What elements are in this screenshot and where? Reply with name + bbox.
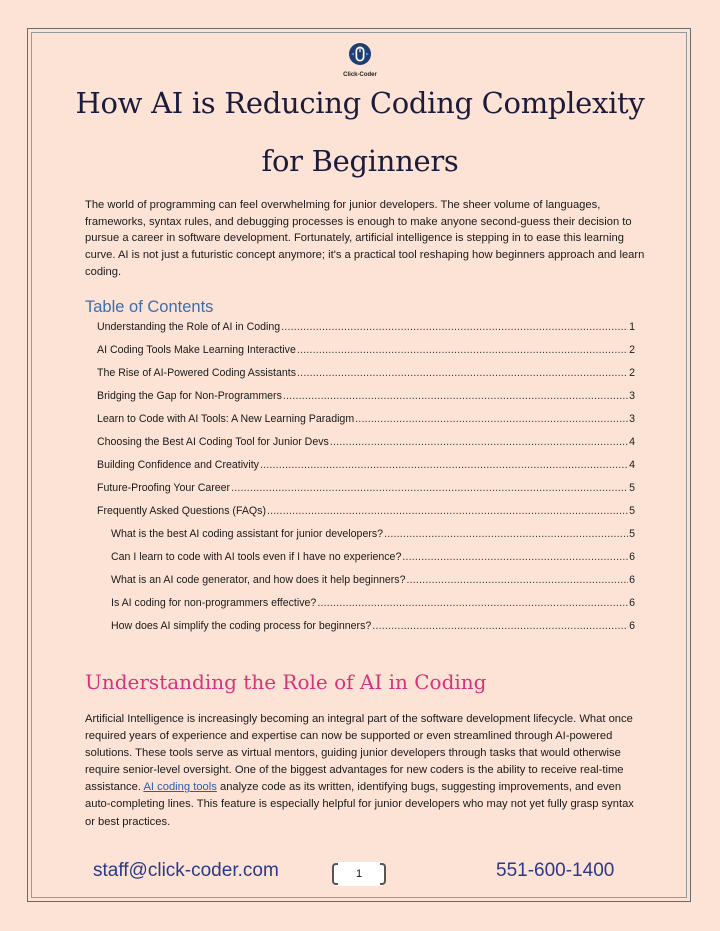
toc-entry-page: 5 — [629, 482, 635, 494]
paragraph-text-before-link: Artificial Intelligence is increasingly becoming an integral part of the software development lifecycle. What once required years of experience and expertise can now be supported or even streamlined through AI-powered solutions. These tools serve as virtual mentors, guiding junior developers through tasks that would otherwise require senior-level oversight. One of the biggest advantages for new coders is the ability to receive real-time assistance. — [85, 713, 633, 794]
toc-entry-label: Understanding the Role of AI in Coding — [97, 321, 281, 333]
toc-leader-dots — [260, 459, 628, 471]
toc-entry-page: 4 — [629, 459, 635, 471]
toc-leader-dots — [406, 574, 628, 586]
toc-entry-page: 1 — [629, 321, 635, 333]
toc-entry-label: How does AI simplify the coding process for beginners? — [111, 620, 372, 632]
toc-leader-dots — [267, 505, 628, 517]
toc-entry-label: What is the best AI coding assistant for junior developers? — [111, 528, 384, 540]
left-bracket-icon — [332, 863, 338, 885]
toc-entry-page: 5 — [629, 528, 635, 540]
toc-entry[interactable] — [97, 482, 635, 498]
toc-entry[interactable] — [111, 620, 635, 636]
click-coder-logo — [338, 42, 382, 78]
toc-leader-dots — [231, 482, 628, 494]
toc-leader-dots — [283, 390, 628, 402]
toc-entry[interactable] — [97, 367, 635, 383]
right-bracket-icon — [380, 863, 386, 885]
toc-leader-dots — [281, 321, 628, 333]
page-number-box — [334, 862, 384, 886]
toc-leader-dots — [402, 551, 628, 563]
toc-entry[interactable] — [97, 436, 635, 452]
toc-entry-page: 6 — [629, 574, 635, 586]
section-paragraph — [85, 711, 645, 831]
intro-paragraph: The world of programming can feel overwhelming for junior developers. The sheer volume of languages, frameworks, syntax rules, and debugging processes is enough to make anyone second-guess their decision to pursue a career in software development. Fortunately, artificial intelligence is stepping in to ease this learning curve. AI is not just a futuristic concept anymore; it's a practical tool reshaping how beginners approach and learn coding. — [85, 199, 645, 278]
toc-entry-page: 2 — [629, 344, 635, 356]
toc-entry-page: 6 — [629, 620, 635, 632]
toc-entry-page: 3 — [629, 390, 635, 402]
toc-entry-label: Can I learn to code with AI tools even if I have no experience? — [111, 551, 402, 563]
toc-leader-dots — [372, 620, 628, 632]
paragraph-text-after-link: analyze code as its written, identifying bugs, suggesting improvements, and even auto-completing lines. This feature is especially helpful for junior developers who may not yet fully grasp syntax or best practices. — [85, 781, 634, 828]
toc-entry[interactable] — [111, 574, 635, 590]
toc-entry-page: 3 — [629, 413, 635, 425]
mouse-logo-icon — [348, 42, 372, 66]
toc-entry-label: Future-Proofing Your Career — [97, 482, 231, 494]
toc-leader-dots — [330, 436, 628, 448]
toc-entry-page: 2 — [629, 367, 635, 379]
toc-entry[interactable] — [97, 321, 635, 337]
toc-entry[interactable] — [111, 551, 635, 567]
toc-entry[interactable] — [97, 390, 635, 406]
section-heading: Understanding the Role of AI in Coding — [85, 670, 487, 694]
toc-entry[interactable] — [111, 597, 635, 613]
toc-entry-label: Building Confidence and Creativity — [97, 459, 259, 471]
page-title-line-2: for Beginners — [261, 144, 459, 178]
toc-entry[interactable] — [97, 505, 635, 521]
toc-entry-label: AI Coding Tools Make Learning Interactive — [97, 344, 296, 356]
page-title-line-1: How AI is Reducing Coding Complexity — [75, 86, 645, 120]
toc-leader-dots — [317, 597, 628, 609]
toc-entry-label: Learn to Code with AI Tools: A New Learning Paradigm — [97, 413, 355, 425]
footer-phone[interactable]: 551-600-1400 — [496, 860, 615, 881]
toc-entry-label: Frequently Asked Questions (FAQs) — [97, 505, 266, 517]
toc-entry-label: Choosing the Best AI Coding Tool for Junior Devs — [97, 436, 329, 448]
toc-entry-label: Bridging the Gap for Non-Programmers — [97, 390, 282, 402]
page-number: 1 — [355, 868, 363, 880]
toc-entry[interactable] — [97, 459, 635, 475]
toc-entry-label: The Rise of AI-Powered Coding Assistants — [97, 367, 297, 379]
toc-entry-page: 6 — [629, 597, 635, 609]
toc-entry-page: 6 — [629, 551, 635, 563]
toc-entry[interactable] — [111, 528, 635, 544]
toc-entry[interactable] — [97, 413, 635, 429]
toc-leader-dots — [297, 367, 628, 379]
toc-heading: Table of Contents — [85, 298, 214, 316]
toc-entry[interactable] — [97, 344, 635, 360]
toc-leader-dots — [297, 344, 628, 356]
footer-email[interactable]: staff@click-coder.com — [93, 860, 279, 881]
toc-entry-label: Is AI coding for non-programmers effective? — [111, 597, 317, 609]
ai-coding-tools-link[interactable]: AI coding tools — [143, 781, 217, 794]
toc-leader-dots — [384, 528, 628, 540]
toc-entry-page: 5 — [629, 505, 635, 517]
toc-entry-page: 4 — [629, 436, 635, 448]
toc-entry-label: What is an AI code generator, and how does it help beginners? — [111, 574, 406, 586]
toc-leader-dots — [355, 413, 628, 425]
logo-text: Click-Coder — [343, 72, 377, 78]
